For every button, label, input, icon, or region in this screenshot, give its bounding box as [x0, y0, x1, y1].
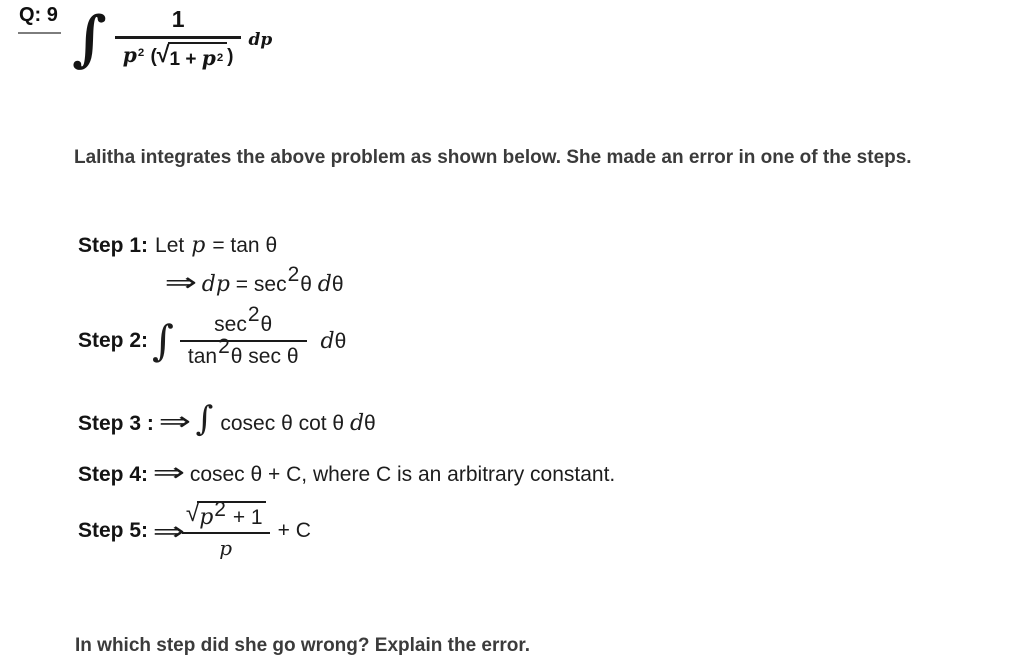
integral-icon: ∫ [152, 316, 174, 366]
exponent: 2 [247, 302, 260, 326]
closing-question: In which step did she go wrong? Explain the error. [75, 635, 530, 656]
step-1-line-2 [160, 262, 344, 298]
step-2-fraction [180, 302, 307, 369]
double-arrow-icon: ⇒ [164, 267, 198, 297]
radicand [168, 42, 228, 71]
integral-icon: ∫ [72, 3, 107, 74]
radicand-text: 1 + [169, 49, 202, 70]
radical-sign: √ [185, 500, 200, 527]
exponent: 2 [137, 47, 145, 60]
var-d: d [317, 272, 332, 297]
fraction-denominator [182, 534, 270, 561]
double-arrow-icon: ⇒ [152, 515, 186, 546]
plus-one-text: + 1 [226, 506, 263, 529]
exponent: 2 [218, 334, 230, 358]
var-p: p [191, 233, 206, 258]
intro-text: Lalitha integrates the above problem as shown below. She made an error in one of the steps. [74, 147, 912, 168]
var-p: p [122, 43, 137, 67]
var-dp: dp [201, 272, 230, 297]
step-2-label: Step 2: [78, 329, 149, 352]
fraction-numerator [180, 302, 307, 342]
paren-open: ( [150, 46, 157, 67]
double-arrow-icon: ⇒ [158, 406, 192, 436]
radical-sign: √ [156, 41, 170, 67]
question-number [18, 4, 61, 34]
step-2 [78, 302, 347, 369]
plus-c-text: + C [277, 519, 311, 542]
step-5-fraction [182, 498, 270, 561]
square-root [157, 42, 227, 71]
differential-dtheta [321, 329, 347, 354]
fraction-numerator [182, 498, 270, 534]
double-arrow-icon: ⇒ [152, 457, 186, 487]
differential-dp: dp [248, 28, 273, 49]
exponent: 2 [214, 498, 226, 522]
eq-tan-theta: = tan θ [212, 234, 278, 257]
step-4-label: Step 4: [78, 463, 149, 486]
fraction-denominator [180, 334, 307, 369]
theta-sec-theta: θ sec θ [230, 345, 299, 368]
paren-close: ) [227, 46, 234, 67]
step-3-label: Step 3 : [78, 412, 154, 435]
step-3 [78, 399, 376, 439]
theta: θ [364, 412, 376, 435]
fraction-denominator [115, 39, 242, 71]
fraction-numerator: 1 [115, 6, 242, 39]
var-d: d [349, 411, 365, 436]
step-5-label: Step 5: [78, 519, 149, 542]
step-4-result-text: cosec θ + C, where C is an arbitrary constant. [189, 463, 616, 486]
step-1-line-1 [78, 233, 344, 258]
exponent: 2 [216, 51, 224, 64]
integral-icon: ∫ [195, 399, 214, 439]
exponent: 2 [287, 262, 300, 286]
var-d: d [320, 328, 335, 354]
theta: θ [300, 273, 318, 296]
step-1-label: Step 1: [78, 234, 149, 257]
cosec-cot-text: cosec θ cot θ [220, 412, 350, 435]
step-1 [78, 233, 344, 298]
question-number-label: Q: 9 [19, 4, 58, 26]
sec-text: sec [214, 313, 247, 336]
tan-text: tan [187, 345, 218, 368]
theta: θ [260, 313, 273, 336]
step-4 [78, 457, 615, 488]
theta: θ [334, 329, 347, 353]
var-p: p [219, 536, 233, 560]
eq-sec: = sec [229, 273, 287, 296]
problem-formula [72, 3, 273, 74]
square-root [185, 498, 266, 530]
step-5 [78, 498, 311, 561]
let-text: Let [155, 234, 185, 257]
var-p: p [201, 46, 216, 70]
var-p: p [199, 505, 214, 530]
radicand [197, 498, 265, 530]
problem-fraction [115, 6, 242, 71]
theta: θ [331, 273, 344, 296]
